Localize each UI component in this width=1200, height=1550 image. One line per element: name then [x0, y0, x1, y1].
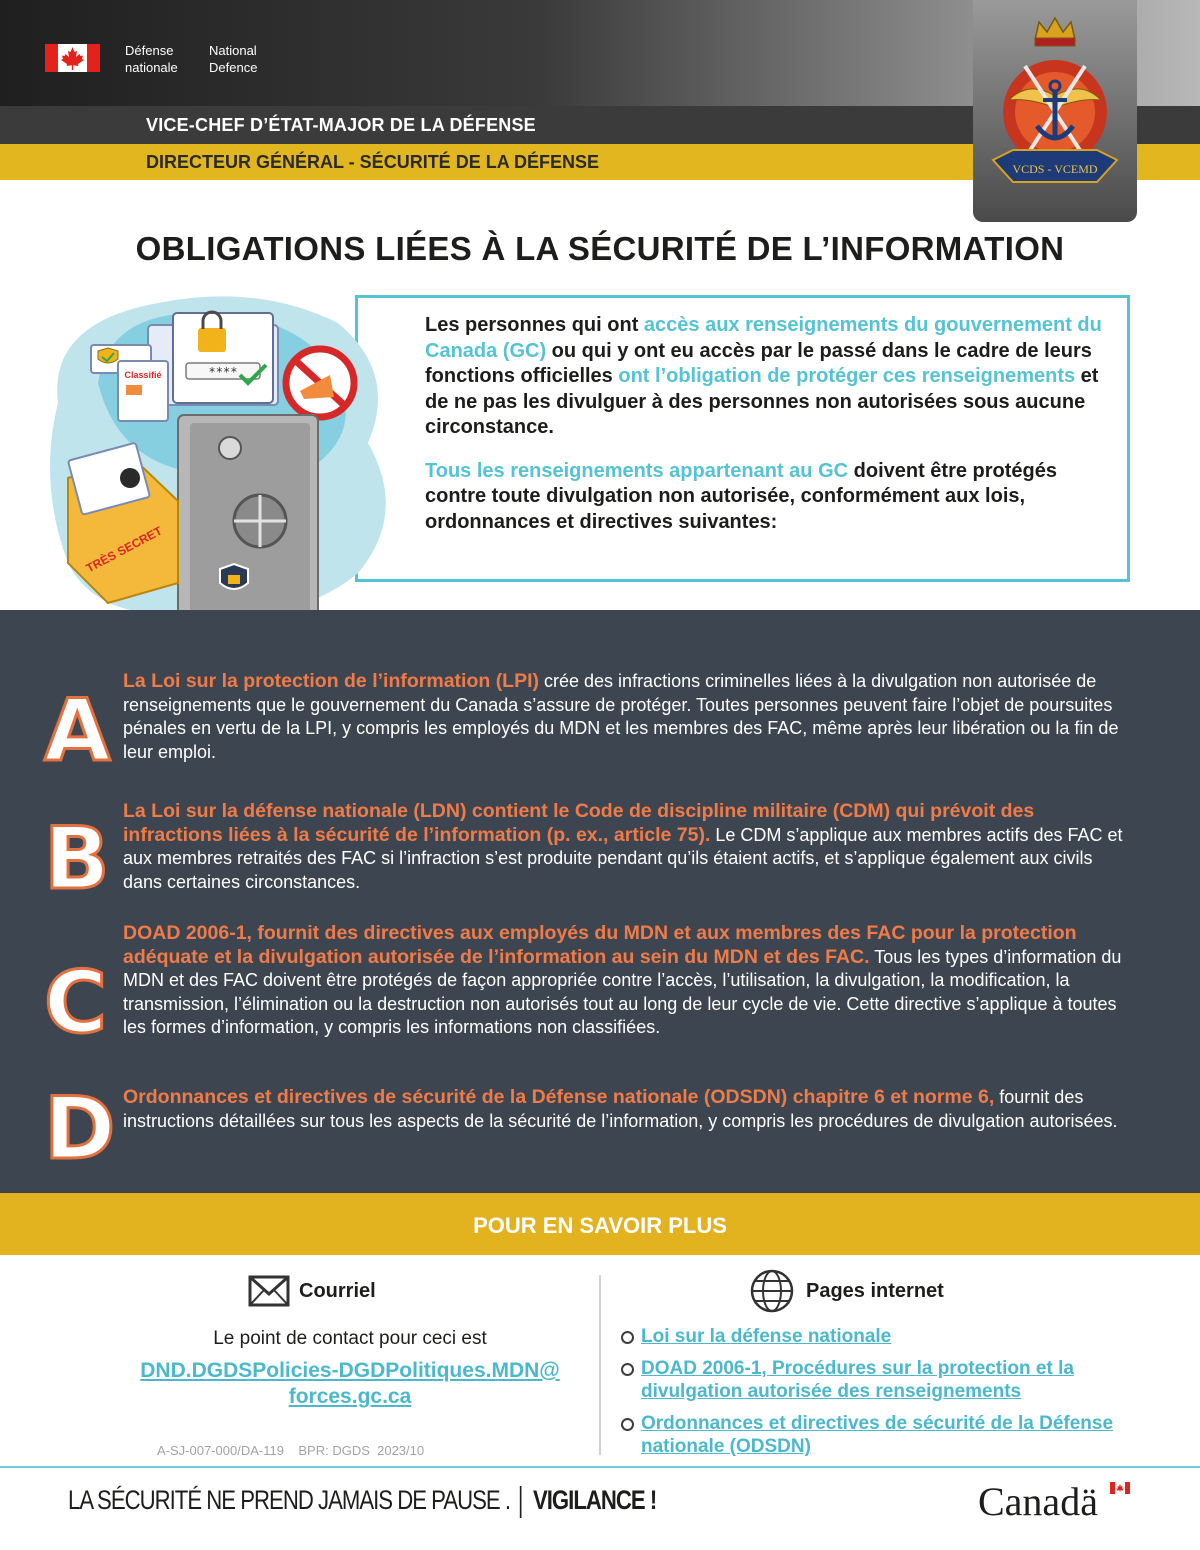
item-text: fournit des instructions détaillées sur tous les aspects de la sécurité de l’information, y compris les procédures de divulgation autorisées. [123, 1087, 1118, 1131]
canada-wordmark: Canadä [978, 1479, 1098, 1524]
item-letter: A [44, 681, 111, 781]
security-slogan [68, 1485, 656, 1518]
dept-fr-line2: nationale [125, 60, 178, 75]
intro-p1-text-b: ou qui y ont eu accès par le passé dans le cadre de leurs fonctions officielles [425, 339, 1092, 387]
contact-email-link[interactable] [70, 1358, 630, 1410]
intro-p1-text-a: Les personnes qui ont [425, 314, 644, 336]
slogan-separator [520, 1486, 522, 1518]
slogan-text: LA SÉCURITÉ NE PREND JAMAIS DE PAUSE . [68, 1485, 511, 1515]
intro-paragraph-1 [425, 313, 1115, 441]
contact-label: Le point de contact pour ceci est [213, 1328, 487, 1349]
link-item[interactable] [620, 1325, 1160, 1348]
link-doad[interactable]: DOAD 2006-1, Procédures sur la protection et la divulgation autorisée des renseignements [641, 1358, 1074, 1402]
learn-more-heading: POUR EN SAVOIR PLUS [473, 1213, 727, 1238]
item-emphasis: La Loi sur la défense nationale (LDN) contient le Code de discipline militaire (CDM) qui prévoit des infractions liées à la sécurité de l’information (p. ex., article 75). [123, 800, 1035, 846]
top-secret-label: TRÈS SECRET [83, 523, 165, 576]
vigilance-text: VIGILANCE ! [532, 1485, 657, 1515]
item-letter: D [44, 1079, 116, 1179]
crest-motto: VCDS - VCEMD [1012, 162, 1098, 176]
item-emphasis: DOAD 2006-1, fournit des directives aux employés du MDN et aux membres des FAC pour la protection adéquate et la divulgation autorisée de l’information au sein du MDN et des FAC. [123, 922, 1077, 968]
password-field-mask: **** [208, 365, 238, 379]
item-emphasis: La Loi sur la protection de l’information (LPI) [123, 670, 540, 692]
intro-p2-highlight: Tous les renseignements appartenant au GC [425, 459, 849, 482]
page-title: OBLIGATIONS LIÉES À LA SÉCURITÉ DE L’INFORMATION [135, 230, 1065, 267]
email-heading: Courriel [299, 1280, 376, 1302]
intro-p1-highlight-2: ont l’obligation de protéger ces renseignements [618, 365, 1076, 387]
department-name-en [209, 42, 257, 76]
classified-label: Classifié [124, 370, 162, 380]
reference-code: A-SJ-007-000/DA-119 BPR: DGDS 2023/10 [157, 1443, 425, 1458]
link-odsdn[interactable]: Ordonnances et directives de sécurité de la Défense nationale (ODSDN) [641, 1413, 1114, 1457]
intro-text [425, 313, 1115, 535]
link-item[interactable] [620, 1412, 1160, 1458]
crest-tab [973, 0, 1137, 222]
item-letter: B [44, 809, 110, 909]
intro-paragraph-2 [425, 459, 1115, 536]
intro-p2-text: doivent être protégés contre toute divulgation non autorisée, conformément aux lois, ordonnances et directives suivantes: [425, 459, 1058, 533]
envelope-icon [248, 1275, 290, 1307]
item-body [123, 800, 1133, 894]
branch-name: VICE-CHEF D’ÉTAT-MAJOR DE LA DÉFENSE [146, 115, 536, 135]
item-body [123, 670, 1133, 764]
security-illustration [38, 283, 418, 638]
item-text: Tous les types d’information du MDN et des FAC doivent être protégés de façon appropriée contre l’accès, l’utilisation, la divulgation, la modification, la transmission, l’élimination ou la destruction non autorisés tout au long de leur cycle de vie. Cette directive s’applique à toutes les formes d’information, y compris les informations non classifiées. [123, 946, 1122, 1037]
learn-more-band [0, 1193, 1200, 1255]
dept-en-line2: Defence [209, 60, 258, 75]
wordmark-flag-icon [1110, 1482, 1130, 1494]
intro-p1-text-c: et de ne pas les divulguer à des personnes non autorisées sous aucune circonstance. [425, 365, 1099, 438]
obligations-section [0, 610, 1200, 1193]
item-text: crée des infractions criminelles liées à la divulgation non autorisée de renseignements que le gouvernement du Canada s’assure de protéger. Toutes personnes peuvent faire l’objet de poursuites pénales en vertu de la LPI, y compris les employés du MDN et les membres des FAC, même après leur libération ou la fin de leur emploi. [123, 671, 1119, 762]
web-links-list [620, 1325, 1160, 1467]
link-lnd[interactable]: Loi sur la défense nationale [641, 1326, 892, 1347]
vcds-crest-icon [979, 10, 1131, 205]
footer-rule [0, 1466, 1200, 1468]
department-name-fr [125, 42, 178, 76]
dept-en-line1: National [209, 43, 257, 58]
intro-p1-highlight-1: accès aux renseignements du gouvernement du Canada (GC) [425, 314, 1102, 362]
item-emphasis: Ordonnances et directives de sécurité de la Défense nationale (ODSDN) chapitre 6 et norme 6, [123, 1086, 995, 1108]
item-body [123, 1086, 1133, 1133]
contact-email-line1[interactable]: DND.DGDSPolicies-DGDPolitiques.MDN@ [140, 1359, 560, 1382]
web-heading: Pages internet [806, 1280, 944, 1302]
canada-flag-icon [45, 44, 100, 72]
item-text: Le CDM s’applique aux membres actifs des FAC et aux membres retraités des FAC si l’infraction s’est produite pendant qu’ils étaient actifs, et s’applique également aux civils dans certaines circonstances. [123, 824, 1123, 892]
link-item[interactable] [620, 1357, 1160, 1403]
padlock-icon [198, 328, 226, 352]
contact-email-line2[interactable]: forces.gc.ca [288, 1385, 412, 1408]
item-letter: C [44, 953, 108, 1053]
division-name: DIRECTEUR GÉNÉRAL - SÉCURITÉ DE LA DÉFENSE [146, 152, 600, 172]
item-body [123, 922, 1133, 1040]
dept-fr-line1: Défense [125, 43, 174, 58]
globe-icon [749, 1268, 795, 1314]
